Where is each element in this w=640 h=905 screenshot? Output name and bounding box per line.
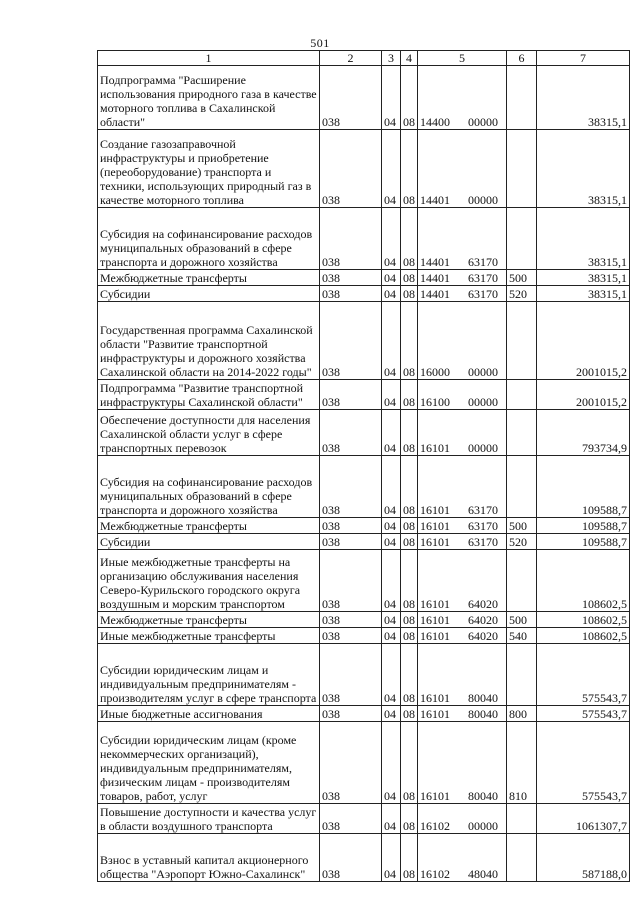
expense-type: 800 xyxy=(507,706,537,722)
section-code: 04 xyxy=(382,410,401,456)
row-name: Субсидия на софинансирование расходов муниципальных образований в сфере транспорта и дорожного хозяйства xyxy=(98,456,320,518)
expense-type xyxy=(507,410,537,456)
target-article: 16101 80040 xyxy=(418,706,507,722)
ministry-code: 038 xyxy=(320,130,382,208)
target-article: 16101 63170 xyxy=(418,534,507,550)
section-code: 04 xyxy=(382,550,401,612)
ministry-code: 038 xyxy=(320,706,382,722)
expense-type: 500 xyxy=(507,612,537,628)
section-code: 04 xyxy=(382,612,401,628)
subsection-code: 08 xyxy=(401,706,418,722)
column-header: 2 xyxy=(320,51,382,66)
page-number: 501 xyxy=(310,36,330,50)
section-code: 04 xyxy=(382,628,401,644)
subsection-code: 08 xyxy=(401,804,418,834)
section-code: 04 xyxy=(382,286,401,302)
column-header: 6 xyxy=(507,51,537,66)
ministry-code: 038 xyxy=(320,456,382,518)
ministry-code: 038 xyxy=(320,380,382,410)
target-article: 14400 00000 xyxy=(418,66,507,130)
row-name: Обеспечение доступности для населения Сахалинской области услуг в сфере транспортных перевозок xyxy=(98,410,320,456)
row-name: Межбюджетные трансферты xyxy=(98,270,320,286)
section-code: 04 xyxy=(382,130,401,208)
column-header: 1 xyxy=(98,51,320,66)
ministry-code: 038 xyxy=(320,834,382,882)
subsection-code: 08 xyxy=(401,66,418,130)
section-code: 04 xyxy=(382,208,401,270)
row-name: Взнос в уставный капитал акционерного общества "Аэропорт Южно-Сахалинск" xyxy=(98,834,320,882)
subsection-code: 08 xyxy=(401,612,418,628)
ministry-code: 038 xyxy=(320,286,382,302)
row-name: Субсидии xyxy=(98,286,320,302)
target-article: 16101 00000 xyxy=(418,410,507,456)
table-row xyxy=(98,834,630,882)
table-row xyxy=(98,644,630,706)
table-row xyxy=(98,410,630,456)
target-article: 16101 80040 xyxy=(418,644,507,706)
subsection-code: 08 xyxy=(401,208,418,270)
target-article: 16101 80040 xyxy=(418,722,507,804)
amount: 109588,7 xyxy=(537,534,630,550)
target-article: 16101 63170 xyxy=(418,518,507,534)
column-header: 3 xyxy=(382,51,401,66)
target-article: 14401 63170 xyxy=(418,270,507,286)
row-name: Субсидии юридическим лицам (кроме некоммерческих организаций), индивидуальным предпринимателям, физическим лицам - производителям товаров, работ, услуг xyxy=(98,722,320,804)
ministry-code: 038 xyxy=(320,628,382,644)
amount: 38315,1 xyxy=(537,66,630,130)
expense-type: 520 xyxy=(507,286,537,302)
subsection-code: 08 xyxy=(401,302,418,380)
target-article: 16102 00000 xyxy=(418,804,507,834)
expense-type: 500 xyxy=(507,518,537,534)
table-row xyxy=(98,286,630,302)
amount: 2001015,2 xyxy=(537,380,630,410)
row-name: Межбюджетные трансферты xyxy=(98,612,320,628)
table-row xyxy=(98,66,630,130)
section-code: 04 xyxy=(382,270,401,286)
table-row xyxy=(98,208,630,270)
expense-type xyxy=(507,456,537,518)
subsection-code: 08 xyxy=(401,380,418,410)
row-name: Подпрограмма "Развитие транспортной инфраструктуры Сахалинской области" xyxy=(98,380,320,410)
amount: 575543,7 xyxy=(537,644,630,706)
table-row xyxy=(98,706,630,722)
table-row xyxy=(98,550,630,612)
table-header xyxy=(98,51,630,66)
row-name: Субсидии юридическим лицам и индивидуальным предпринимателям - производителям услуг в сфере транспорта xyxy=(98,644,320,706)
expense-type xyxy=(507,130,537,208)
section-code: 04 xyxy=(382,380,401,410)
row-name: Субсидии xyxy=(98,534,320,550)
expense-type: 540 xyxy=(507,628,537,644)
target-article: 16101 63170 xyxy=(418,456,507,518)
section-code: 04 xyxy=(382,518,401,534)
row-name: Повышение доступности и качества услуг в области воздушного транспорта xyxy=(98,804,320,834)
target-article: 16101 64020 xyxy=(418,550,507,612)
ministry-code: 038 xyxy=(320,270,382,286)
expense-type xyxy=(507,66,537,130)
target-article: 14401 00000 xyxy=(418,130,507,208)
section-code: 04 xyxy=(382,456,401,518)
ministry-code: 038 xyxy=(320,612,382,628)
amount: 38315,1 xyxy=(537,208,630,270)
amount: 108602,5 xyxy=(537,612,630,628)
row-name: Субсидия на софинансирование расходов муниципальных образований в сфере транспорта и дорожного хозяйства xyxy=(98,208,320,270)
subsection-code: 08 xyxy=(401,550,418,612)
expense-type xyxy=(507,804,537,834)
amount: 1061307,7 xyxy=(537,804,630,834)
header-row xyxy=(98,51,630,66)
expense-type: 810 xyxy=(507,722,537,804)
ministry-code: 038 xyxy=(320,804,382,834)
ministry-code: 038 xyxy=(320,66,382,130)
expense-type xyxy=(507,380,537,410)
expense-type: 500 xyxy=(507,270,537,286)
section-code: 04 xyxy=(382,66,401,130)
target-article: 16000 00000 xyxy=(418,302,507,380)
subsection-code: 08 xyxy=(401,628,418,644)
section-code: 04 xyxy=(382,706,401,722)
amount: 38315,1 xyxy=(537,130,630,208)
row-name: Иные межбюджетные трансферты на организацию обслуживания населения Северо-Курильского городского округа воздушным и морским транспортом xyxy=(98,550,320,612)
target-article: 16101 64020 xyxy=(418,612,507,628)
subsection-code: 08 xyxy=(401,518,418,534)
subsection-code: 08 xyxy=(401,410,418,456)
table-row xyxy=(98,534,630,550)
ministry-code: 038 xyxy=(320,518,382,534)
ministry-code: 038 xyxy=(320,644,382,706)
column-header: 5 xyxy=(418,51,507,66)
target-article: 16101 64020 xyxy=(418,628,507,644)
column-header: 7 xyxy=(537,51,630,66)
section-code: 04 xyxy=(382,804,401,834)
amount: 109588,7 xyxy=(537,518,630,534)
subsection-code: 08 xyxy=(401,286,418,302)
target-article: 16102 48040 xyxy=(418,834,507,882)
table-row xyxy=(98,130,630,208)
subsection-code: 08 xyxy=(401,130,418,208)
table-row xyxy=(98,270,630,286)
amount: 575543,7 xyxy=(537,706,630,722)
row-name: Государственная программа Сахалинской области "Развитие транспортной инфраструктуры и дорожного хозяйства Сахалинской области на 2014-2022 годы" xyxy=(98,302,320,380)
table-row xyxy=(98,612,630,628)
ministry-code: 038 xyxy=(320,302,382,380)
subsection-code: 08 xyxy=(401,644,418,706)
ministry-code: 038 xyxy=(320,534,382,550)
row-name: Иные межбюджетные трансферты xyxy=(98,628,320,644)
table-row xyxy=(98,804,630,834)
amount: 2001015,2 xyxy=(537,302,630,380)
subsection-code: 08 xyxy=(401,456,418,518)
table-row xyxy=(98,518,630,534)
ministry-code: 038 xyxy=(320,722,382,804)
expense-type xyxy=(507,208,537,270)
row-name: Иные бюджетные ассигнования xyxy=(98,706,320,722)
subsection-code: 08 xyxy=(401,834,418,882)
table-row xyxy=(98,456,630,518)
amount: 793734,9 xyxy=(537,410,630,456)
table-row xyxy=(98,302,630,380)
budget-table xyxy=(97,50,630,882)
ministry-code: 038 xyxy=(320,208,382,270)
amount: 38315,1 xyxy=(537,270,630,286)
amount: 575543,7 xyxy=(537,722,630,804)
row-name: Создание газозаправочной инфраструктуры и приобретение (переоборудование) транспорта и техники, использующих природный газ в качестве моторного топлива xyxy=(98,130,320,208)
table-row xyxy=(98,380,630,410)
expense-type xyxy=(507,834,537,882)
subsection-code: 08 xyxy=(401,270,418,286)
column-header: 4 xyxy=(401,51,418,66)
table-row xyxy=(98,722,630,804)
expense-type xyxy=(507,302,537,380)
amount: 587188,0 xyxy=(537,834,630,882)
section-code: 04 xyxy=(382,302,401,380)
row-name: Межбюджетные трансферты xyxy=(98,518,320,534)
amount: 109588,7 xyxy=(537,456,630,518)
ministry-code: 038 xyxy=(320,410,382,456)
row-name: Подпрограмма "Расширение использования природного газа в качестве моторного топлива в Сахалинской области" xyxy=(98,66,320,130)
expense-type: 520 xyxy=(507,534,537,550)
target-article: 14401 63170 xyxy=(418,286,507,302)
section-code: 04 xyxy=(382,644,401,706)
subsection-code: 08 xyxy=(401,722,418,804)
section-code: 04 xyxy=(382,834,401,882)
ministry-code: 038 xyxy=(320,550,382,612)
amount: 108602,5 xyxy=(537,628,630,644)
section-code: 04 xyxy=(382,722,401,804)
expense-type xyxy=(507,644,537,706)
amount: 38315,1 xyxy=(537,286,630,302)
expense-type xyxy=(507,550,537,612)
subsection-code: 08 xyxy=(401,534,418,550)
table-row xyxy=(98,628,630,644)
section-code: 04 xyxy=(382,534,401,550)
table-body xyxy=(98,66,630,882)
target-article: 14401 63170 xyxy=(418,208,507,270)
amount: 108602,5 xyxy=(537,550,630,612)
target-article: 16100 00000 xyxy=(418,380,507,410)
